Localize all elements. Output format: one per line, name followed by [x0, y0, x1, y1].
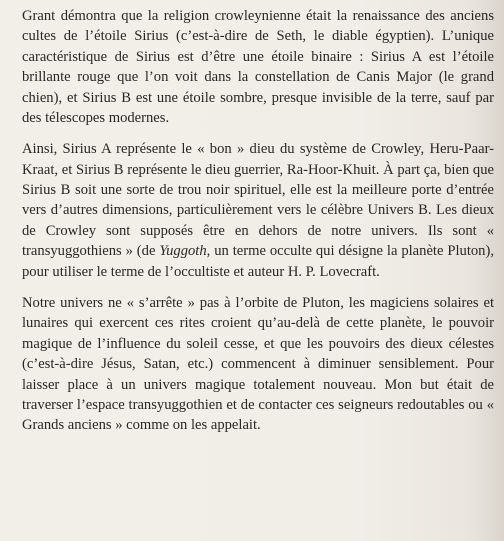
paragraph-1: Grant démontra que la religion crowleynienne était la renaissance des anciens cultes de l’étoile Sirius (c’est-à-dire de Seth, le diable égyptien). L’unique caractéristique de Sirius est d’être une étoile binaire : Sirius A est l’étoile brillante rouge que l’on voit dans la constellation de Canis Major (le grand chien), et Sirius B est une étoile sombre, presque invisible de la terre, sauf par des télescopes modernes.: [22, 8, 494, 127]
paragraph-2-before-italic: Ainsi, Sirius A représente le « bon » dieu du système de Crowley, Heru-Paar-Kraat, et Sirius B représente le dieu guerrier, Ra-Hoor-Khuit. À part ça, bien que Sirius B soit une sorte de trou noir spirituel, elle est la meilleure porte d’entrée vers d’autres dimensions, particulièrement vers le célèbre Univers B. Les dieux de Crowley sont supposés être en dehors de notre univers. Ils sont « transyuggothiens » (de: [22, 141, 494, 260]
paragraph-2: [22, 139, 494, 282]
paragraph-2-italic-term: Yuggoth: [159, 243, 207, 260]
paragraph-3: Notre univers ne « s’arrête » pas à l’orbite de Pluton, les magiciens solaires et lunaires qui exercent ces rites croient qu’au-delà de cette planète, le pouvoir magique de l’influence du soleil cesse, et que les pouvoirs des dieux célestes (c’est-à-dire Jésus, Satan, etc.) commencent à diminuer sensiblement. Pour laisser place à un univers magique totalement nouveau. Mon but était de traverser l’espace transyuggothien et de contacter ces seigneurs redoutables ou « Grands anciens » comme on les appelait.: [22, 294, 494, 434]
paragraph-2-after-italic: , un terme occulte qui désigne la planète Pluton), pour utiliser le terme de l’occultiste et auteur H. P. Lovecraft.: [22, 243, 494, 280]
body-text: [22, 6, 494, 436]
bleed-through-lower: [160, 440, 504, 525]
